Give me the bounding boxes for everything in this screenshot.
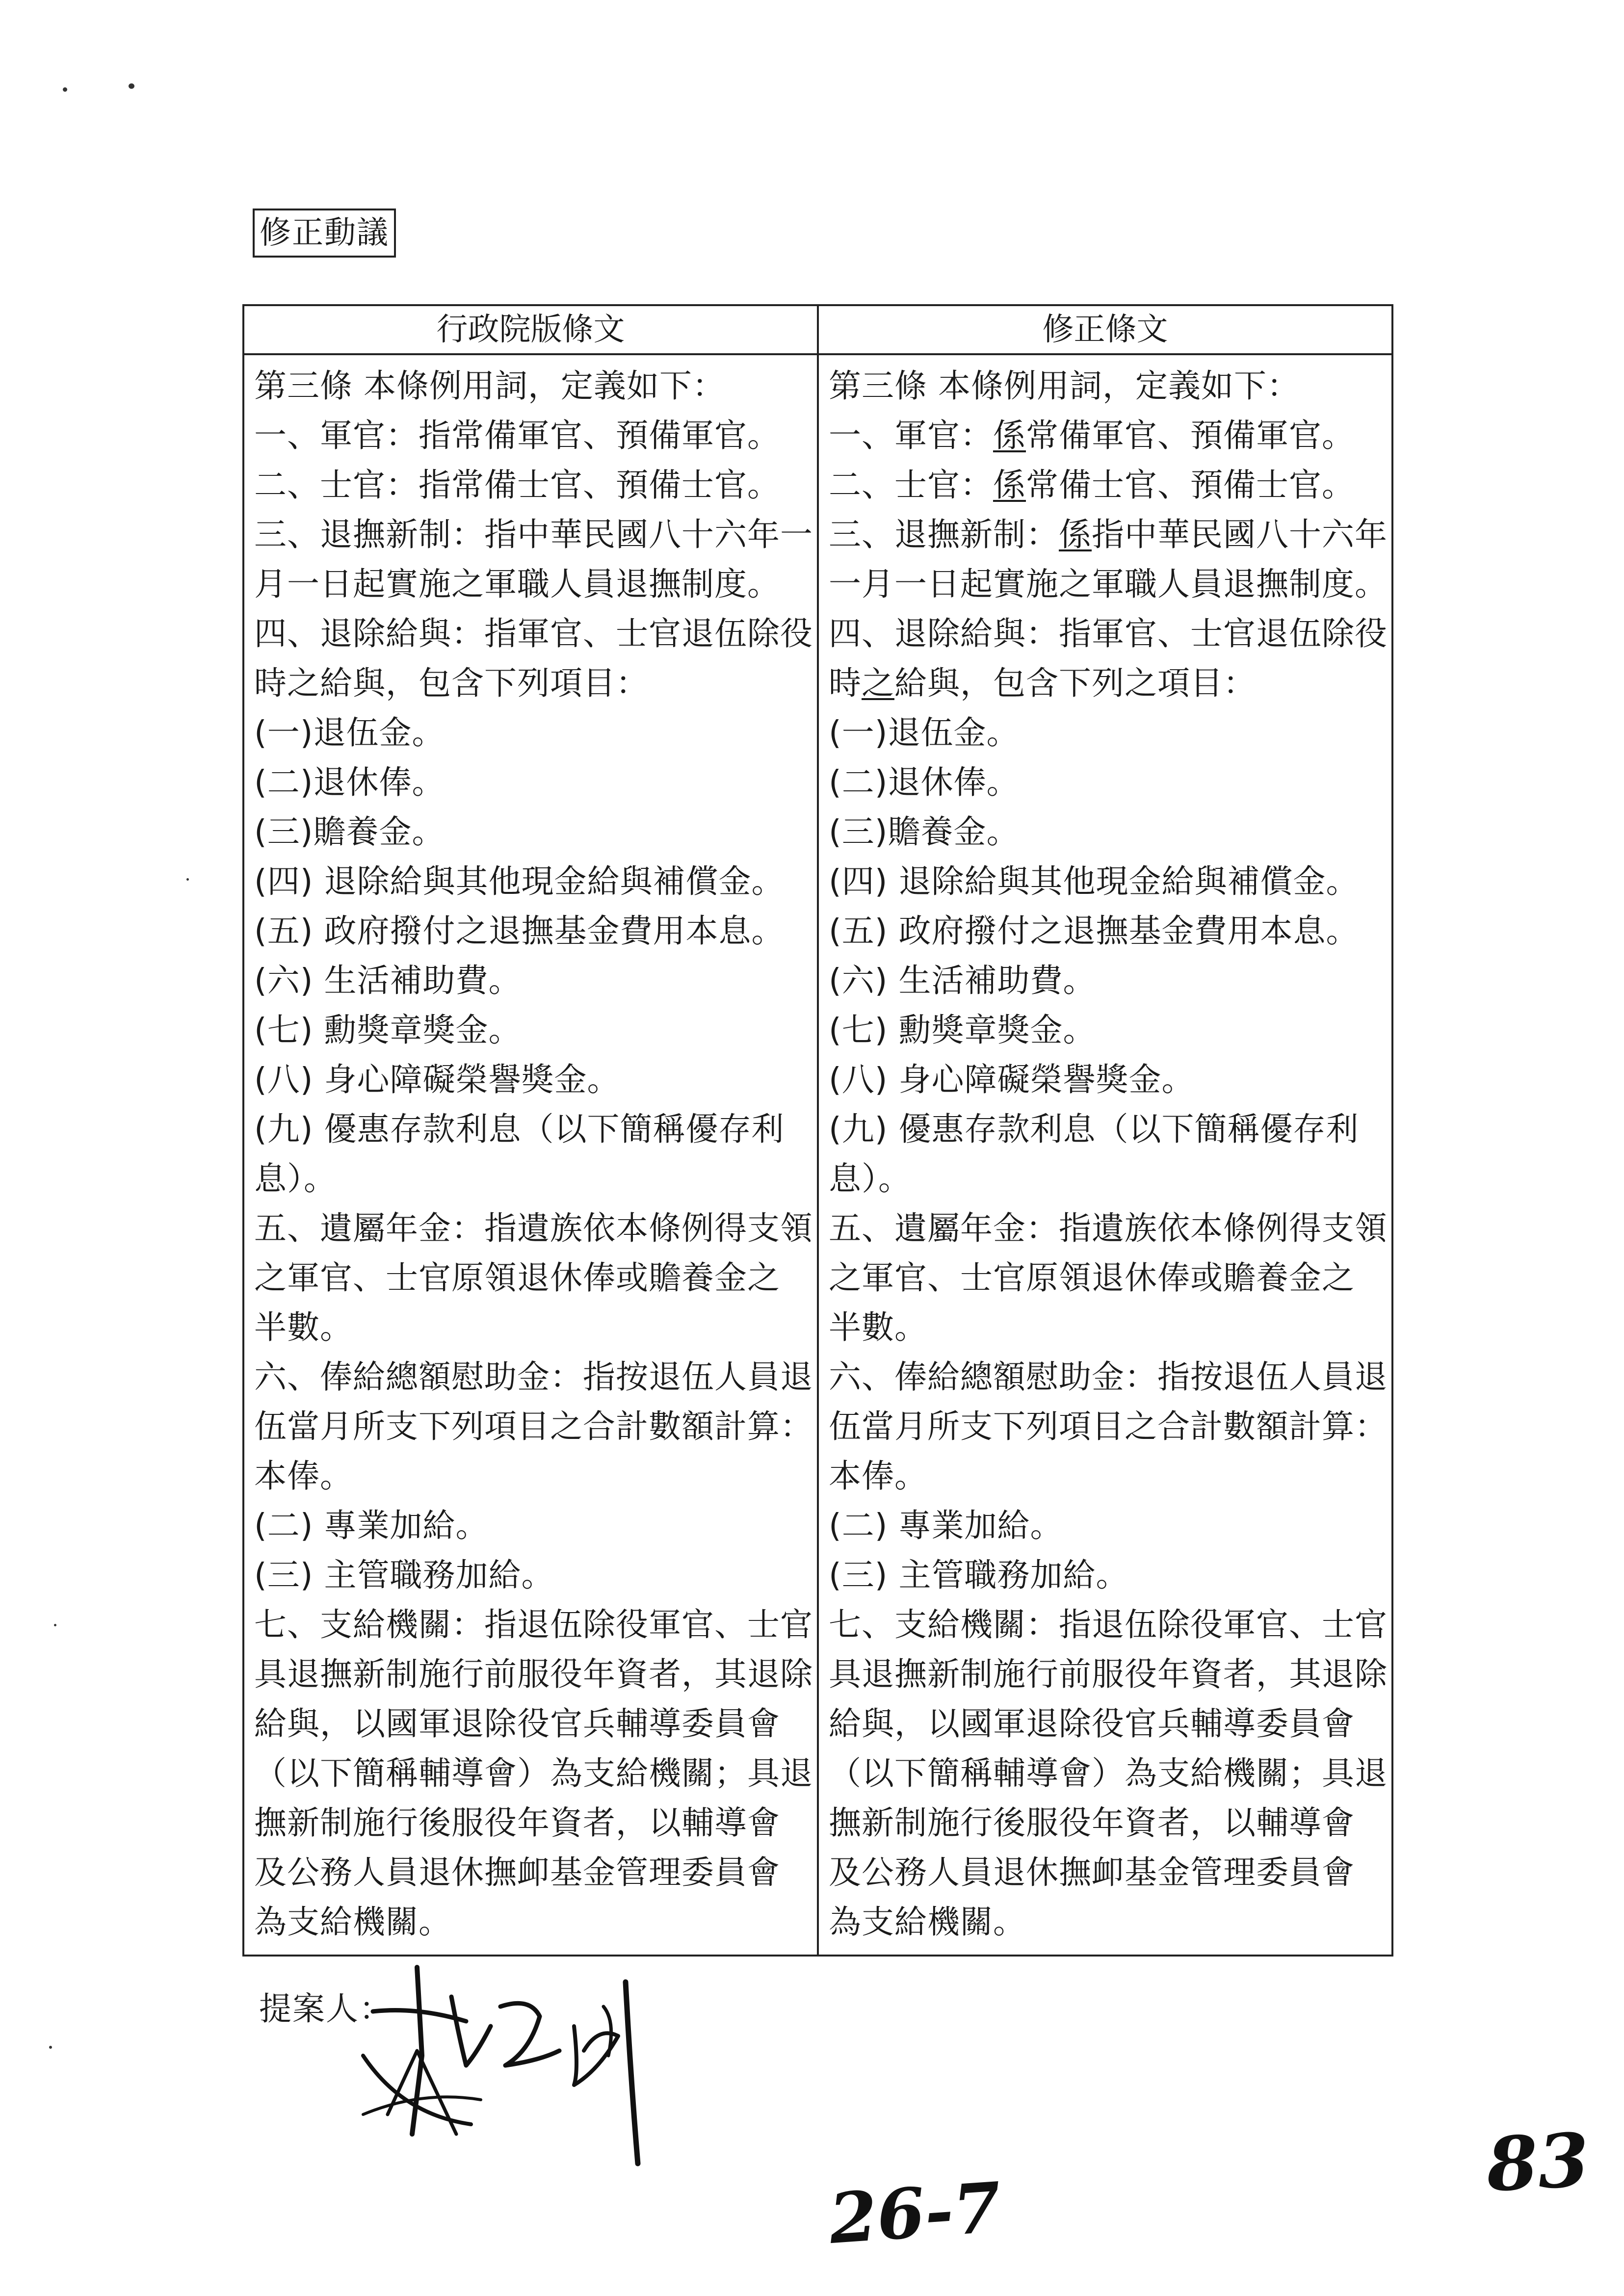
clause-line: 撫新制施行後服役年資者，以輔導會	[829, 1804, 1355, 1842]
clause-line: 六、俸給總額慰助金：指按退伍人員退	[829, 1358, 1388, 1396]
clause-line: (二) 專業加給。	[829, 1507, 1063, 1544]
clause-line: 五、遺屬年金：指遺族依本條例得支領	[254, 1209, 813, 1247]
clause-line: 給與，以國軍退除役官兵輔導委員會	[829, 1705, 1355, 1743]
clause-line: (一)退伍金。	[829, 714, 1020, 752]
clause-line: 息）。	[254, 1160, 337, 1198]
clause-line: (二) 專業加給。	[254, 1507, 489, 1544]
clause-line: 第三條 本條例用詞，定義如下：	[829, 367, 1300, 405]
clause-line: 為支給機關。	[254, 1903, 451, 1941]
proposer-signature	[343, 1953, 697, 2188]
clause-line: 半數。	[254, 1308, 353, 1346]
amended-text-underline: 係	[993, 417, 1026, 454]
clause-line: 息）。	[829, 1160, 911, 1198]
clause-line: 本俸。	[254, 1457, 353, 1495]
clause-line: (四) 退除給與其他現金給與補償金。	[829, 862, 1359, 900]
clause-line: 一、軍官：指常備軍官、預備軍官。	[254, 417, 780, 454]
clause-line: 七、支給機關：指退伍除役軍官、士官	[254, 1606, 813, 1644]
clause-line: （以下簡稱輔導會）為支給機關；具退	[254, 1754, 813, 1792]
clause-line: (二)退休俸。	[829, 763, 1020, 801]
executive-yuan-text-cell	[243, 354, 818, 1956]
clause-line: (七) 勳獎章獎金。	[829, 1011, 1096, 1049]
clause-line: (四) 退除給與其他現金給與補償金。	[254, 862, 785, 900]
clause-line: 三、退撫新制：係指中華民國八十六年	[829, 516, 1388, 553]
clause-line: 具退撫新制施行前服役年資者，其退除	[254, 1655, 813, 1693]
clause-line: (六) 生活補助費。	[254, 962, 522, 999]
clause-line: 時之給與，包含下列項目：	[254, 664, 649, 702]
clause-line: 第三條 本條例用詞，定義如下：	[254, 367, 725, 405]
clause-line: 及公務人員退休撫卹基金管理委員會	[254, 1853, 780, 1891]
clause-line: 為支給機關。	[829, 1903, 1026, 1941]
clause-line: 四、退除給與：指軍官、士官退伍除役	[254, 615, 813, 652]
clause-line: 本俸。	[829, 1457, 927, 1495]
scan-speck	[54, 1624, 56, 1626]
col-header-executive-yuan: 行政院版條文	[243, 305, 818, 354]
handwritten-page-code: 26-7	[826, 2167, 1004, 2260]
amended-text-underline: 係	[993, 466, 1026, 504]
clause-line: (八) 身心障礙榮譽獎金。	[829, 1061, 1195, 1098]
handwritten-page-number: 83	[1484, 2116, 1592, 2209]
clause-line: 之軍官、士官原領退休俸或贍養金之	[829, 1259, 1355, 1297]
clause-line: 之軍官、士官原領退休俸或贍養金之	[254, 1259, 780, 1297]
clause-line: 半數。	[829, 1308, 927, 1346]
clause-line: (五) 政府撥付之退撫基金費用本息。	[254, 912, 785, 950]
clause-line: 二、士官：係常備士官、預備士官。	[829, 466, 1355, 504]
clause-line: (九) 優惠存款利息（以下簡稱優存利	[254, 1110, 785, 1148]
clause-line: 二、士官：指常備士官、預備士官。	[254, 466, 780, 504]
clause-line: 五、遺屬年金：指遺族依本條例得支領	[829, 1209, 1388, 1247]
motion-label: 修正動議	[253, 209, 396, 258]
clause-line: 時之給與，包含下列之項目：	[829, 664, 1256, 702]
clause-line: 給與，以國軍退除役官兵輔導委員會	[254, 1705, 780, 1743]
clause-line: 一、軍官：係常備軍官、預備軍官。	[829, 417, 1355, 454]
comparison-table	[242, 304, 1393, 1957]
table-body-row	[243, 354, 1392, 1956]
clause-line: (五) 政府撥付之退撫基金費用本息。	[829, 912, 1359, 950]
proposer-label: 提案人：	[259, 1990, 393, 2028]
clause-line: 撫新制施行後服役年資者，以輔導會	[254, 1804, 780, 1842]
clause-line: (三) 主管職務加給。	[254, 1556, 554, 1594]
clause-line: 月一日起實施之軍職人員退撫制度。	[254, 565, 780, 603]
table-header-row	[243, 305, 1392, 354]
amended-text-underline: 係	[1059, 516, 1092, 553]
clause-line: 及公務人員退休撫卹基金管理委員會	[829, 1853, 1355, 1891]
scan-speck	[186, 878, 189, 881]
clause-line: 具退撫新制施行前服役年資者，其退除	[829, 1655, 1388, 1693]
scan-speck	[63, 87, 67, 92]
clause-line: (三)贍養金。	[829, 813, 1020, 851]
clause-line: 六、俸給總額慰助金：指按退伍人員退	[254, 1358, 813, 1396]
clause-line: (三)贍養金。	[254, 813, 445, 851]
clause-line: （以下簡稱輔導會）為支給機關；具退	[829, 1754, 1388, 1792]
clause-line: (三) 主管職務加給。	[829, 1556, 1129, 1594]
clause-line: 三、退撫新制：指中華民國八十六年一	[254, 516, 813, 553]
clause-line: (一)退伍金。	[254, 714, 445, 752]
clause-line: 一月一日起實施之軍職人員退撫制度。	[829, 565, 1388, 603]
scan-speck	[49, 2046, 52, 2049]
amended-text-cell	[818, 354, 1392, 1956]
clause-line: (八) 身心障礙榮譽獎金。	[254, 1061, 620, 1098]
col-header-amended: 修正條文	[818, 305, 1392, 354]
clause-line: 伍當月所支下列項目之合計數額計算：	[829, 1408, 1388, 1445]
clause-line: 伍當月所支下列項目之合計數額計算：	[254, 1408, 813, 1445]
amended-text-underline: 之	[862, 664, 894, 702]
clause-line: (六) 生活補助費。	[829, 962, 1096, 999]
scan-speck	[129, 83, 134, 89]
clause-line: (九) 優惠存款利息（以下簡稱優存利	[829, 1110, 1359, 1148]
clause-line: (二)退休俸。	[254, 763, 445, 801]
clause-line: 四、退除給與：指軍官、士官退伍除役	[829, 615, 1388, 652]
clause-line: 七、支給機關：指退伍除役軍官、士官	[829, 1606, 1388, 1644]
clause-line: (七) 勳獎章獎金。	[254, 1011, 522, 1049]
